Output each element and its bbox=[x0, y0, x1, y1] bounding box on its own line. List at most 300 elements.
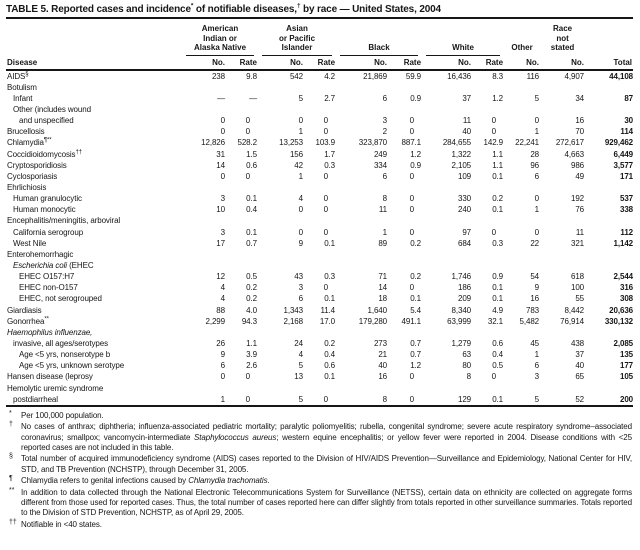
value-cell bbox=[226, 382, 258, 393]
column-subheader: No. bbox=[182, 56, 226, 70]
value-cell bbox=[472, 382, 504, 393]
value-cell: 5 bbox=[298, 394, 303, 404]
value-cell: 63 bbox=[462, 350, 472, 360]
total-cell bbox=[585, 215, 633, 226]
total-cell: 537 bbox=[619, 194, 634, 204]
table-title bbox=[6, 2, 633, 19]
superscript-marker: * bbox=[190, 2, 194, 10]
text-part: California serogroup bbox=[13, 227, 84, 237]
value-cell: 0 bbox=[409, 194, 415, 204]
text-part: West Nile bbox=[13, 238, 47, 248]
value-cell: 2 bbox=[382, 127, 388, 137]
total-cell: 200 bbox=[619, 394, 634, 404]
value-cell: 1,640 bbox=[367, 305, 388, 315]
column-group-label bbox=[262, 24, 332, 56]
column-group-label bbox=[544, 24, 581, 56]
value-cell: 16 bbox=[575, 116, 585, 126]
disease-label bbox=[6, 282, 182, 293]
text-part: Total number of acquired immunodeficiency syndrome (AIDS) cases reported to the Division of HIV/AIDS Prevention—Surveillance and Epidemiology, National Center for HIV, STD, and TB Prevention (NCHSTP), through December 31, 2005. bbox=[21, 454, 632, 474]
value-cell: 0 bbox=[534, 227, 540, 237]
table-row bbox=[6, 238, 633, 249]
column-group-header bbox=[504, 19, 540, 56]
footnote bbox=[8, 488, 632, 519]
value-cell: 0 bbox=[323, 194, 329, 204]
disease-label bbox=[6, 126, 182, 137]
value-cell: 0.1 bbox=[492, 171, 504, 181]
table-row bbox=[6, 93, 633, 104]
value-cell: 8 bbox=[382, 394, 388, 404]
value-cell: 249 bbox=[373, 149, 388, 159]
text-part: postdiarrheal bbox=[13, 394, 58, 404]
value-cell: 40 bbox=[575, 361, 585, 371]
value-cell bbox=[226, 104, 258, 115]
column-group-header bbox=[540, 19, 585, 56]
table-row bbox=[6, 70, 633, 82]
column-group-line: Indian or bbox=[203, 33, 237, 43]
total-cell: 3,577 bbox=[613, 160, 634, 170]
disease-label bbox=[6, 349, 182, 360]
value-cell: 34 bbox=[575, 93, 585, 103]
value-cell: 240 bbox=[457, 205, 472, 215]
text-part: Chlamydia bbox=[7, 138, 44, 148]
table-row bbox=[6, 349, 633, 360]
total-cell bbox=[585, 382, 633, 393]
value-cell: 0.1 bbox=[324, 372, 336, 382]
text-part: Per 100,000 population. bbox=[21, 410, 104, 420]
table-row bbox=[6, 148, 633, 159]
value-cell: 4 bbox=[220, 283, 225, 293]
value-cell: 0 bbox=[491, 372, 497, 382]
value-cell bbox=[304, 327, 336, 338]
value-cell: 17.0 bbox=[319, 316, 336, 326]
value-cell: 80 bbox=[462, 361, 472, 371]
table-row bbox=[6, 126, 633, 137]
disease-label bbox=[6, 193, 182, 204]
column-group-label bbox=[508, 43, 536, 56]
value-cell: 12 bbox=[216, 272, 225, 282]
value-cell: 0 bbox=[220, 116, 225, 126]
column-group-header bbox=[422, 19, 504, 56]
superscript-marker: § bbox=[25, 70, 29, 77]
total-cell bbox=[585, 104, 633, 115]
value-cell: 0 bbox=[409, 171, 415, 181]
table-row bbox=[6, 394, 633, 406]
value-cell: 1 bbox=[534, 205, 540, 215]
value-cell: 0 bbox=[323, 394, 329, 404]
value-cell: 26 bbox=[216, 338, 225, 348]
text-part: Encephalitis/meningitis, arboviral bbox=[7, 216, 121, 226]
value-cell bbox=[422, 260, 472, 271]
value-cell: 209 bbox=[457, 294, 472, 304]
column-group-line: Asian bbox=[286, 24, 308, 33]
table-row bbox=[6, 160, 633, 171]
superscript-marker: † bbox=[296, 2, 301, 10]
value-cell: 0.5 bbox=[492, 361, 504, 371]
table-row bbox=[6, 260, 633, 271]
value-cell: 5.4 bbox=[410, 305, 422, 315]
value-cell: 0 bbox=[323, 116, 329, 126]
value-cell: 0 bbox=[534, 194, 540, 204]
value-cell: 9.8 bbox=[246, 71, 257, 81]
value-cell: 1.1 bbox=[492, 149, 504, 159]
text-part: Cryptosporidiosis bbox=[7, 160, 67, 170]
column-group-label bbox=[426, 43, 500, 56]
value-cell: 0 bbox=[245, 127, 250, 137]
value-cell: 0 bbox=[409, 394, 415, 404]
text-part: Haemophilus influenzae, bbox=[7, 327, 93, 337]
value-cell: 70 bbox=[575, 127, 585, 137]
column-group-line: White bbox=[452, 43, 474, 52]
value-cell bbox=[182, 260, 226, 271]
value-cell: 2.7 bbox=[324, 93, 336, 103]
total-cell bbox=[585, 182, 633, 193]
table-row bbox=[6, 226, 633, 237]
value-cell bbox=[258, 215, 304, 226]
disease-label bbox=[6, 360, 182, 371]
superscript-marker: ¶** bbox=[43, 137, 52, 144]
value-cell: 43 bbox=[294, 272, 303, 282]
value-cell: 0.3 bbox=[324, 160, 336, 170]
value-cell: 2.6 bbox=[246, 361, 257, 371]
text-part: No cases of anthrax; diphtheria; influenza-associated pediatric mortality; paralytic poliomyelitis; rubella, congenital syndrome; severe acute respiratory syndrome–associated coronavirus; smallpox; vancomycin-intermediate bbox=[21, 422, 632, 442]
value-cell bbox=[304, 382, 336, 393]
value-cell: 2,299 bbox=[205, 316, 225, 326]
value-cell: 11 bbox=[462, 116, 472, 126]
text-part: by race — United States, 2004 bbox=[300, 4, 441, 15]
column-group-header bbox=[585, 19, 633, 56]
value-cell: 40 bbox=[378, 361, 388, 371]
value-cell: 1 bbox=[220, 394, 225, 404]
disease-label bbox=[6, 82, 182, 93]
value-cell bbox=[258, 182, 304, 193]
column-group-line: stated bbox=[550, 43, 575, 52]
value-cell: 0.7 bbox=[246, 238, 257, 248]
table-row bbox=[6, 271, 633, 282]
footnote bbox=[8, 454, 632, 475]
value-cell bbox=[304, 82, 336, 93]
value-cell: 0 bbox=[409, 116, 415, 126]
total-cell: 105 bbox=[619, 372, 634, 382]
table-row bbox=[6, 104, 633, 115]
value-cell: 0.2 bbox=[324, 338, 336, 348]
value-cell bbox=[504, 182, 540, 193]
value-cell: 0 bbox=[534, 116, 540, 126]
column-group-row bbox=[6, 19, 633, 56]
value-cell: 11 bbox=[575, 227, 585, 237]
value-cell: 103.9 bbox=[315, 138, 336, 148]
total-cell bbox=[585, 260, 633, 271]
text-part: Hansen disease (leprosy bbox=[7, 372, 93, 382]
column-subheader: No. bbox=[336, 56, 388, 70]
value-cell bbox=[472, 182, 504, 193]
total-cell: 330,132 bbox=[604, 316, 634, 326]
value-cell bbox=[258, 82, 304, 93]
disease-label bbox=[6, 327, 182, 338]
value-cell bbox=[226, 249, 258, 260]
value-cell: 5 bbox=[534, 93, 540, 103]
value-cell: 1.7 bbox=[324, 149, 336, 159]
value-cell: 0 bbox=[323, 127, 329, 137]
value-cell: 18 bbox=[378, 294, 388, 304]
value-cell: 129 bbox=[457, 394, 472, 404]
value-cell bbox=[540, 182, 585, 193]
text-part: EHEC, not serogrouped bbox=[19, 294, 102, 304]
total-cell: 316 bbox=[619, 283, 634, 293]
table-row bbox=[6, 204, 633, 215]
value-cell: 0.9 bbox=[410, 93, 422, 103]
value-cell: 22,241 bbox=[515, 138, 540, 148]
table-row bbox=[6, 293, 633, 304]
value-cell: 0.1 bbox=[246, 227, 257, 237]
disease-label bbox=[6, 238, 182, 249]
column-subheader: Rate bbox=[304, 56, 336, 70]
value-cell: 49 bbox=[575, 171, 585, 181]
value-cell: 0.2 bbox=[246, 294, 257, 304]
text-part: EHEC non-O157 bbox=[19, 283, 78, 293]
disease-label bbox=[6, 215, 182, 226]
text-part: Giardiasis bbox=[7, 305, 42, 315]
value-cell: 5 bbox=[298, 93, 303, 103]
text-part: of notifiable diseases, bbox=[193, 4, 297, 15]
value-cell bbox=[336, 260, 388, 271]
value-cell: 9 bbox=[298, 238, 303, 248]
value-cell bbox=[304, 215, 336, 226]
value-cell bbox=[336, 382, 388, 393]
value-cell bbox=[504, 82, 540, 93]
value-cell: 4,907 bbox=[564, 71, 585, 81]
disease-label bbox=[6, 338, 182, 349]
total-cell bbox=[585, 249, 633, 260]
text-part: Enterohemorrhagic bbox=[7, 249, 74, 259]
value-cell bbox=[472, 327, 504, 338]
value-cell: 0.1 bbox=[410, 294, 422, 304]
value-cell: 16,436 bbox=[447, 71, 472, 81]
value-cell bbox=[472, 260, 504, 271]
value-cell: 0 bbox=[298, 205, 303, 215]
footnote-marker: § bbox=[9, 453, 13, 461]
table-row bbox=[6, 249, 633, 260]
value-cell bbox=[182, 382, 226, 393]
text-part: . bbox=[267, 476, 270, 486]
disease-label bbox=[6, 137, 182, 148]
table-row bbox=[6, 137, 633, 148]
disease-label bbox=[6, 271, 182, 282]
value-cell: 0 bbox=[245, 394, 250, 404]
value-cell bbox=[422, 104, 472, 115]
value-cell bbox=[258, 104, 304, 115]
value-cell: 0 bbox=[409, 227, 415, 237]
value-cell bbox=[336, 327, 388, 338]
value-cell: 1.1 bbox=[492, 160, 504, 170]
value-cell: 94.3 bbox=[241, 316, 257, 326]
text-part: Chlamydia trachomatis bbox=[188, 476, 268, 486]
value-cell bbox=[504, 215, 540, 226]
value-cell: 0 bbox=[220, 171, 225, 181]
value-cell: 21,869 bbox=[363, 71, 388, 81]
table-row bbox=[6, 282, 633, 293]
disease-label bbox=[6, 204, 182, 215]
value-cell: 618 bbox=[570, 272, 585, 282]
value-cell: 986 bbox=[570, 160, 585, 170]
value-cell: 0 bbox=[409, 372, 415, 382]
text-part: Staphylococcus aureus bbox=[194, 432, 277, 442]
disease-label bbox=[6, 394, 182, 406]
value-cell: 3 bbox=[220, 227, 225, 237]
disease-label bbox=[6, 93, 182, 104]
value-cell: 0 bbox=[323, 283, 329, 293]
value-cell: 11.4 bbox=[320, 305, 336, 315]
value-cell: 323,870 bbox=[358, 138, 388, 148]
column-subheader: No. bbox=[422, 56, 472, 70]
value-cell: 0.4 bbox=[324, 350, 336, 360]
column-group-header bbox=[182, 19, 258, 56]
value-cell: 2,168 bbox=[283, 316, 303, 326]
table-row bbox=[6, 360, 633, 371]
value-cell: 0.1 bbox=[324, 294, 336, 304]
value-cell: 3 bbox=[220, 194, 225, 204]
value-cell bbox=[388, 82, 422, 93]
value-cell: 684 bbox=[457, 238, 472, 248]
disease-label bbox=[6, 371, 182, 382]
value-cell: 6 bbox=[534, 171, 540, 181]
value-cell bbox=[182, 182, 226, 193]
value-cell bbox=[226, 215, 258, 226]
value-cell bbox=[258, 327, 304, 338]
value-cell: 65 bbox=[575, 372, 585, 382]
value-cell: 9 bbox=[534, 283, 540, 293]
table-row bbox=[6, 327, 633, 338]
value-cell: 4,663 bbox=[564, 149, 585, 159]
disease-label bbox=[6, 104, 182, 115]
value-cell: 116 bbox=[526, 71, 540, 81]
value-cell bbox=[388, 215, 422, 226]
column-group-line: Black bbox=[368, 43, 390, 52]
value-cell bbox=[258, 260, 304, 271]
value-cell: 0.1 bbox=[492, 205, 504, 215]
text-part: Chlamydia refers to genital infections caused by bbox=[21, 476, 189, 486]
text-part: EHEC O157:H7 bbox=[19, 272, 75, 282]
value-cell: 8 bbox=[382, 194, 388, 204]
value-cell: 330 bbox=[457, 194, 472, 204]
column-group-header bbox=[258, 19, 336, 56]
table-body bbox=[6, 70, 633, 406]
value-cell bbox=[540, 104, 585, 115]
column-subheader: Rate bbox=[388, 56, 422, 70]
value-cell: 0.4 bbox=[492, 350, 504, 360]
disease-label bbox=[6, 304, 182, 315]
footnote-text bbox=[21, 520, 632, 530]
value-cell: 0 bbox=[409, 205, 415, 215]
footnote-text bbox=[21, 488, 632, 519]
value-cell: 1 bbox=[298, 127, 303, 137]
value-cell: 0 bbox=[409, 283, 415, 293]
disease-label bbox=[6, 226, 182, 237]
value-cell: 0 bbox=[323, 227, 329, 237]
value-cell bbox=[388, 104, 422, 115]
column-group-label bbox=[340, 43, 418, 56]
column-subheader: Rate bbox=[226, 56, 258, 70]
value-cell bbox=[422, 382, 472, 393]
value-cell bbox=[504, 260, 540, 271]
value-cell bbox=[540, 215, 585, 226]
disease-label bbox=[6, 70, 182, 82]
value-cell: 0.9 bbox=[492, 272, 504, 282]
total-cell: 171 bbox=[619, 171, 634, 181]
value-cell: 13 bbox=[294, 372, 303, 382]
value-cell bbox=[226, 182, 258, 193]
value-cell: 1 bbox=[534, 127, 540, 137]
column-group-line: Alaska Native bbox=[193, 43, 247, 52]
value-cell: 0.2 bbox=[410, 272, 422, 282]
value-cell: 1 bbox=[298, 171, 303, 181]
value-cell: 21 bbox=[378, 350, 388, 360]
value-cell: 54 bbox=[530, 272, 540, 282]
total-cell: 177 bbox=[619, 361, 634, 371]
total-cell: 929,462 bbox=[604, 138, 634, 148]
value-cell: 1.2 bbox=[410, 361, 422, 371]
value-cell: 37 bbox=[575, 350, 585, 360]
value-cell: 14 bbox=[216, 160, 225, 170]
column-group-line: Other bbox=[511, 43, 533, 52]
value-cell: 76 bbox=[575, 205, 585, 215]
value-cell: 783 bbox=[525, 305, 540, 315]
value-cell bbox=[304, 104, 336, 115]
total-cell bbox=[585, 327, 633, 338]
value-cell: 179,280 bbox=[358, 316, 388, 326]
value-cell bbox=[504, 104, 540, 115]
value-cell: 40 bbox=[462, 127, 472, 137]
value-cell: 0.3 bbox=[324, 272, 336, 282]
value-cell bbox=[226, 327, 258, 338]
total-cell: 87 bbox=[624, 93, 634, 103]
value-cell: 8 bbox=[466, 372, 472, 382]
value-cell bbox=[504, 382, 540, 393]
value-cell: 0.2 bbox=[492, 194, 504, 204]
value-cell: 186 bbox=[457, 283, 472, 293]
text-part: and unspecified bbox=[19, 116, 74, 126]
value-cell: 10 bbox=[216, 205, 225, 215]
value-cell: 32.1 bbox=[487, 316, 504, 326]
value-cell: 4 bbox=[298, 194, 303, 204]
value-cell: 5 bbox=[298, 361, 303, 371]
value-cell bbox=[472, 82, 504, 93]
value-cell: 16 bbox=[530, 294, 540, 304]
disease-label bbox=[6, 249, 182, 260]
value-cell: 1.5 bbox=[246, 149, 257, 159]
value-cell: 4 bbox=[220, 294, 225, 304]
value-cell: 0 bbox=[245, 171, 250, 181]
value-cell: 1.1 bbox=[246, 338, 257, 348]
value-cell: 8,442 bbox=[564, 305, 585, 315]
text-part: Age <5 yrs, nonserotype b bbox=[19, 350, 111, 360]
value-cell: 6 bbox=[382, 93, 388, 103]
value-cell bbox=[304, 249, 336, 260]
text-part: Coccidioidomycosis bbox=[7, 149, 76, 159]
value-cell: 4 bbox=[298, 350, 303, 360]
value-cell: 0 bbox=[220, 372, 225, 382]
value-cell: 0.9 bbox=[410, 160, 422, 170]
value-cell bbox=[472, 104, 504, 115]
text-part: Age <5 yrs, unknown serotype bbox=[19, 361, 125, 371]
total-cell: 20,636 bbox=[609, 305, 634, 315]
value-cell: 192 bbox=[570, 194, 585, 204]
value-cell: 0.3 bbox=[492, 238, 504, 248]
value-cell: 438 bbox=[570, 338, 585, 348]
value-cell: 0 bbox=[323, 171, 329, 181]
text-part: Infant bbox=[13, 93, 33, 103]
value-cell bbox=[258, 249, 304, 260]
value-cell: 8,340 bbox=[451, 305, 472, 315]
